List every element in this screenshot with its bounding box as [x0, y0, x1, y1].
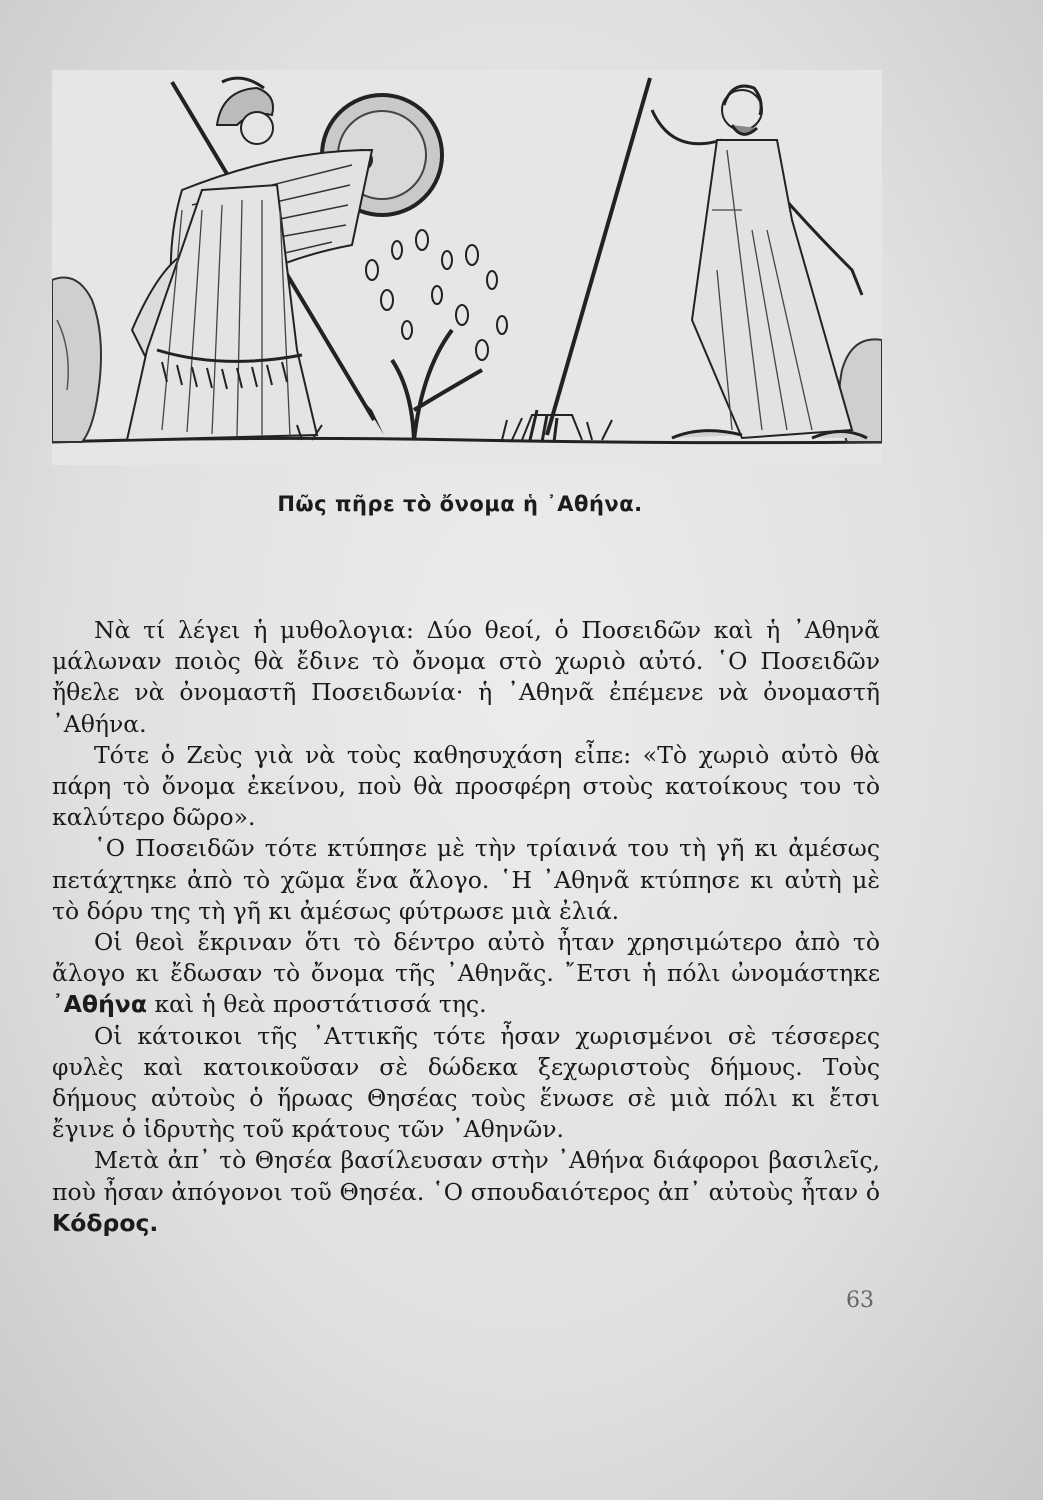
paragraph-text: Μετὰ ἀπ᾿ τὸ Θησέα βασίλευσαν στὴν ᾿Αθήνα διάφοροι βασιλεῖς, ποὺ ἦσαν ἀπόγονοι τοῦ Θησέα. ῾Ο σπουδαιότερος ἀπ᾿ αὐτοὺς ἦταν ὁ: [52, 1146, 880, 1206]
paragraph-text: ῾Ο Ποσειδῶν τότε κτύπησε μὲ τὴν τρίαινά του τὴ γῆ κι ἀμέσως πετάχτηκε ἀπὸ τὸ χῶμα ἕνα ἄλογο. ῾Η ᾿Αθηνᾶ κτύπησε κι αὐτὴ μὲ τὸ δόρυ της τὴ γῆ κι ἀμέσως φύτρωσε μιὰ ἐλιά.: [52, 834, 880, 925]
figure-caption: Πῶς πῆρε τὸ ὄνομα ἡ ᾿Αθήνα.: [277, 492, 643, 516]
paragraph: [52, 1021, 880, 1146]
athena-poseidon-illustration: [52, 70, 882, 465]
paragraph-text: Οἱ κάτοικοι τῆς ᾿Αττικῆς τότε ἦσαν χωρισμένοι σὲ τέσσερες φυλὲς καὶ κατοικοῦσαν σὲ δώδεκα ξεχωριστοὺς δήμους. Τοὺς δήμους αὐτοὺς ὁ ἥρωας Θησέας τοὺς ἕνωσε σὲ μιὰ πόλι κι ἔτσι ἔγινε ὁ ἱδρυτὴς τοῦ κράτους τῶν ᾿Αθηνῶν.: [52, 1021, 880, 1144]
paragraph: [52, 740, 880, 834]
bold-term-kodros: Κόδρος.: [52, 1208, 159, 1237]
paragraph: [52, 1145, 880, 1239]
paragraph: [52, 615, 880, 740]
paragraph-text: Τότε ὁ Ζεὺς γιὰ νὰ τοὺς καθησυχάση εἶπε: «Τὸ χωριὸ αὐτὸ θὰ πάρη τὸ ὄνομα ἐκείνου, ποὺ θὰ προσφέρη στοὺς κατοίκους του τὸ καλύτερο δῶρο».: [52, 740, 880, 832]
paragraph: [52, 927, 880, 1021]
paragraph: [52, 833, 880, 927]
page-number: 63: [846, 1288, 874, 1313]
body-text: [52, 615, 880, 1239]
paragraph-text: Οἱ θεοὶ ἔκριναν ὅτι τὸ δέντρο αὐτὸ ἦταν χρησιμώτερο ἀπὸ τὸ ἄλογο κι ἔδωσαν τὸ ὄνομα τῆς ᾿Αθηνᾶς. ῎Ετσι ἡ πόλι ὠνομάστηκε: [52, 928, 880, 988]
paragraph-text: καὶ ἡ θεὰ προστάτισσά της.: [146, 990, 487, 1019]
bold-term-athena: ᾿Αθήνα: [52, 990, 147, 1019]
paragraph-text: Νὰ τί λέγει ἡ μυθολογια: Δύο θεοί, ὁ Ποσειδῶν καὶ ἡ ᾿Αθηνᾶ μάλωναν ποιὸς θὰ ἔδινε τὸ ὄνομα στὸ χωριὸ αὐτό. ῾Ο Ποσειδῶν ἤθελε νὰ ὀνομαστῆ Ποσειδωνία· ἡ ᾿Αθηνᾶ ἐπέμενε νὰ ὀνομαστῆ ᾿Αθήνα.: [52, 616, 880, 738]
